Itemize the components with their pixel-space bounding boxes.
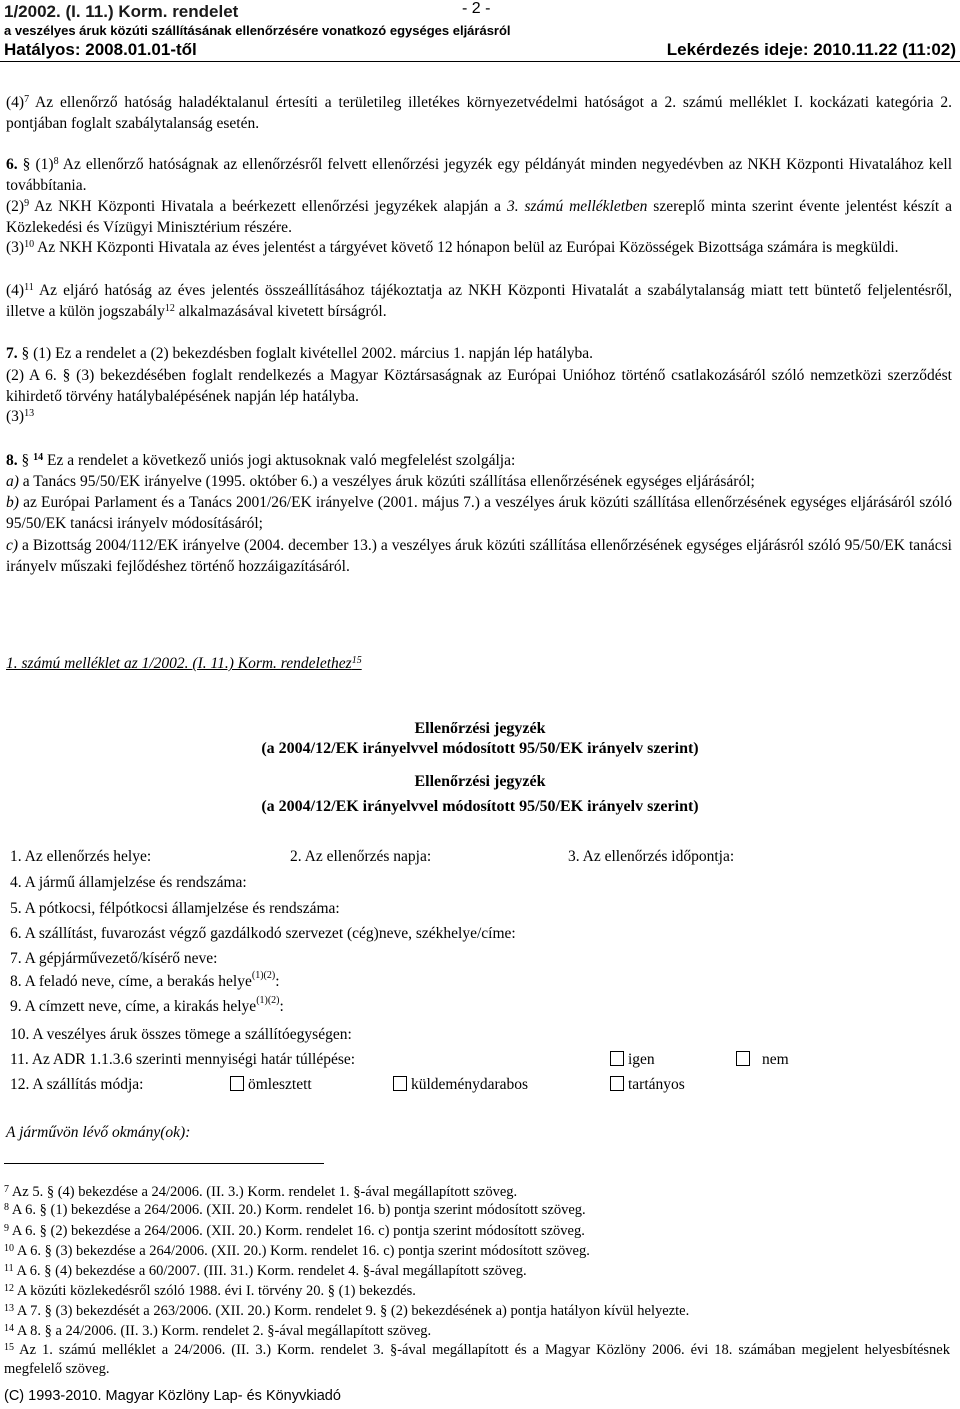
footnote-13: $^{13}$ A 7. § (3) bekezdését a 263/2006. (XII. 20.) Korm. rendelet 9. § (2) bekezdésének a) pontja hatályon kívül helyezte. — [4, 1303, 690, 1319]
section-number: 8. — [6, 452, 18, 469]
checkbox-igen[interactable]: igen — [610, 1051, 655, 1069]
document-subtitle: a veszélyes áruk közúti szállításának ellenőrzésére vonatkozó egységes eljárásról — [4, 23, 511, 38]
form-subtitle-2: (a 2004/12/EK irányelvvel módosított 95/50/EK irányelv szerint) — [261, 798, 699, 815]
checkbox-box[interactable] — [736, 1051, 750, 1066]
checkbox-nem[interactable]: nem — [736, 1051, 789, 1069]
checkbox-box[interactable] — [610, 1051, 624, 1066]
form-row-3: 3. Az ellenőrzés időpontja: — [568, 848, 735, 865]
footnote-14: $^{14}$ A 8. § a 24/2006. (II. 3.) Korm. rendelet 2. §-ával megállapított szöveg. — [4, 1323, 432, 1339]
footnote-ref: 11 — [24, 282, 34, 293]
form-row-10: 10. A veszélyes áruk összes tömege a szállítóegységen: — [10, 1026, 352, 1043]
footnote-ref: 14 — [33, 452, 44, 463]
form-subtitle-1: (a 2004/12/EK irányelvvel módosított 95/50/EK irányelv szerint) — [261, 740, 699, 757]
form-title-2: Ellenőrzési jegyzék — [414, 773, 546, 790]
section-6-2: $(2)^9$ Az NKH Központi Hivatala a beérkezett ellenőrzési jegyzékek alapján a 3. számú mellékletben szereplő minta szerint évente jelentést készít a Közlekedési és Vízügyi Minisztérium részére. — [6, 198, 952, 236]
form-row-7: 7. A gépjárművezető/kísérő neve: — [10, 950, 218, 967]
documents-label: A járművön lévő okmány(ok): — [6, 1124, 191, 1141]
page-number: - 2 - — [462, 0, 491, 17]
section-8-a: a) a Tanács 95/50/EK irányelve (1995. október 6.) a veszélyes áruk közúti szállítása ellenőrzésének egységes eljárásáról; — [6, 473, 755, 490]
footnote-8: $^8$ A 6. § (1) bekezdése a 264/2006. (XII. 20.) Korm. rendelet 16. b) pontja szerint módosított szöveg. — [4, 1202, 586, 1218]
form-row-9: 9. A címzett neve, címe, a kirakás helye$^{(1)(2)}$: — [10, 995, 284, 1015]
section-7-3: $(3)^{13}$ — [6, 408, 35, 425]
query-time: Lekérdezés ideje: 2010.11.22 (11:02) — [666, 40, 956, 59]
section-8-b: b) az Európai Parlament és a Tanács 2001/26/EK irányelve (2001. május 7.) a veszélyes áruk közúti szállítása ellenőrzésének egységes eljárásáról szóló 95/50/EK tanácsi irányelv módosításáról; — [6, 494, 952, 532]
form-row-11: 11. Az ADR 1.1.3.6 szerinti mennyiségi határ túllépése: — [10, 1051, 356, 1068]
footnote-9: $^9$ A 6. § (2) bekezdése a 264/2006. (XII. 20.) Korm. rendelet 16. c) pontja szerint módosított szöveg. — [4, 1223, 585, 1239]
form-title-1: Ellenőrzési jegyzék — [414, 720, 546, 737]
checkbox-omlesztett[interactable]: ömlesztett — [230, 1076, 312, 1094]
footnote-15: $^{15}$ Az 1. számú melléklet a 24/2006. (II. 3.) Korm. rendelet 3. §-ával megállapított és a Magyar Közlöny 2006. évi 18. számában megjelent helyesbítésnek megfelelő szöveg. — [4, 1342, 950, 1377]
copyright-footer: (C) 1993-2010. Magyar Közlöny Lap- és Könyvkiadó — [4, 1388, 341, 1404]
section-6-1: 6. § $(1)^8$ Az ellenőrző hatóságnak az ellenőrzésről felvett ellenőrzési jegyzék egy példányát minden negyedévben az NKH Központi Hivatalához kell továbbítania. — [6, 156, 952, 194]
footnote-ref: 13 — [24, 408, 35, 419]
form-row-6: 6. A szállítást, fuvarozást végző gazdálkodó szervezet (cég)neve, székhelye/címe: — [10, 925, 516, 942]
footnote-divider — [4, 1163, 324, 1164]
footnote-ref: 8 — [53, 156, 59, 167]
header-divider — [0, 61, 960, 62]
section-8-c: c) a Bizottság 2004/112/EK irányelve (2004. december 13.) a veszélyes áruk közúti szállítása ellenőrzésének egységes eljárásról szóló 95/50/EK tanácsi irányelv műszaki fejlődéshez történő hozzáigazításáról. — [6, 537, 952, 575]
section-6-3: $(3)^{10}$ Az NKH Központi Hivatala az éves jelentést a tárgyévet követő 12 hónapon belül az Európai Közösségek Bizottsága számára is megküldi. — [6, 239, 899, 256]
effective-date: Hatályos: 2008.01.01-től — [4, 40, 197, 59]
checkbox-tartanyos[interactable]: tartányos — [610, 1076, 685, 1094]
section-number: 6. — [6, 156, 18, 173]
annex-heading: 1. számú melléklet az 1/2002. (I. 11.) Korm. rendelethez$^{15}$ — [6, 655, 362, 672]
section-7-2: (2) A 6. § (3) bekezdésében foglalt rendelkezés a Magyar Köztársaságnak az Európai Unióhoz történő csatlakozásáról szóló nemzetközi szerződést kihirdető törvény hatálybalépésének napján lép hatályba. — [6, 367, 952, 405]
section-6-4: $(4)^{11}$ Az eljáró hatóság az éves jelentés összeállításához tájékoztatja az NKH Központi Hivatalát a szabálytalanság miatt tett büntető feljelentésről, illetve a külön jogszabály$^{12}$ alkalmazásával kivetett bírságról. — [6, 282, 952, 320]
form-row-12: 12. A szállítás módja: — [10, 1076, 144, 1093]
footnote-11: $^{11}$ A 6. § (4) bekezdése a 60/2007. (III. 31.) Korm. rendelet 4. §-ával megállapított szöveg. — [4, 1263, 527, 1279]
checkbox-box[interactable] — [393, 1076, 407, 1091]
document-title: 1/2002. (I. 11.) Korm. rendelet — [4, 2, 239, 21]
footnote-ref: 10 — [24, 239, 35, 250]
form-row-1: 1. Az ellenőrzés helye: — [10, 848, 152, 865]
form-row-5: 5. A pótkocsi, félpótkocsi államjelzése és rendszáma: — [10, 900, 340, 917]
footnote-12: $^{12}$ A közúti közlekedésről szóló 1988. évi I. törvény 20. § (1) bekezdés. — [4, 1283, 416, 1299]
footnote-ref: 9 — [24, 198, 30, 209]
section-number: 7. — [6, 345, 18, 362]
checkbox-box[interactable] — [610, 1076, 624, 1091]
footnote-10: $^{10}$ A 6. § (3) bekezdése a 264/2006. (XII. 20.) Korm. rendelet 16. c) pontja szerint módosított szöveg. — [4, 1243, 590, 1259]
form-row-8: 8. A feladó neve, címe, a berakás helye$^{(1)(2)}$: — [10, 970, 280, 990]
section-8: 8. § $^{14}$ Ez a rendelet a következő uniós jogi aktusoknak való megfelelést szolgálja: — [6, 452, 516, 469]
form-row-4: 4. A jármű államjelzése és rendszáma: — [10, 874, 247, 891]
footnote-ref: 7 — [24, 94, 30, 105]
checkbox-box[interactable] — [230, 1076, 244, 1091]
section-7-1: 7. § (1) Ez a rendelet a (2) bekezdésben foglalt kivétellel 2002. március 1. napján lép hatályba. — [6, 345, 594, 362]
footnote-ref: 12 — [164, 302, 175, 314]
paragraph-5-4: $(4)^7$ Az ellenőrző hatóság haladéktalanul értesíti a területileg illetékes környezetvédelmi hatóságot a 2. számú melléklet I. kockázati kategória 2. pontjában foglalt szabálytalanság esetén. — [6, 94, 952, 132]
footnote-7: $^7$ Az 5. § (4) bekezdése a 24/2006. (II. 3.) Korm. rendelet 1. §-ával megállapított szöveg. — [4, 1184, 518, 1200]
form-row-2: 2. Az ellenőrzés napja: — [290, 848, 432, 865]
footnote-ref: 15 — [351, 655, 362, 666]
checkbox-kuldemenydarabos[interactable]: küldeménydarabos — [393, 1076, 528, 1094]
